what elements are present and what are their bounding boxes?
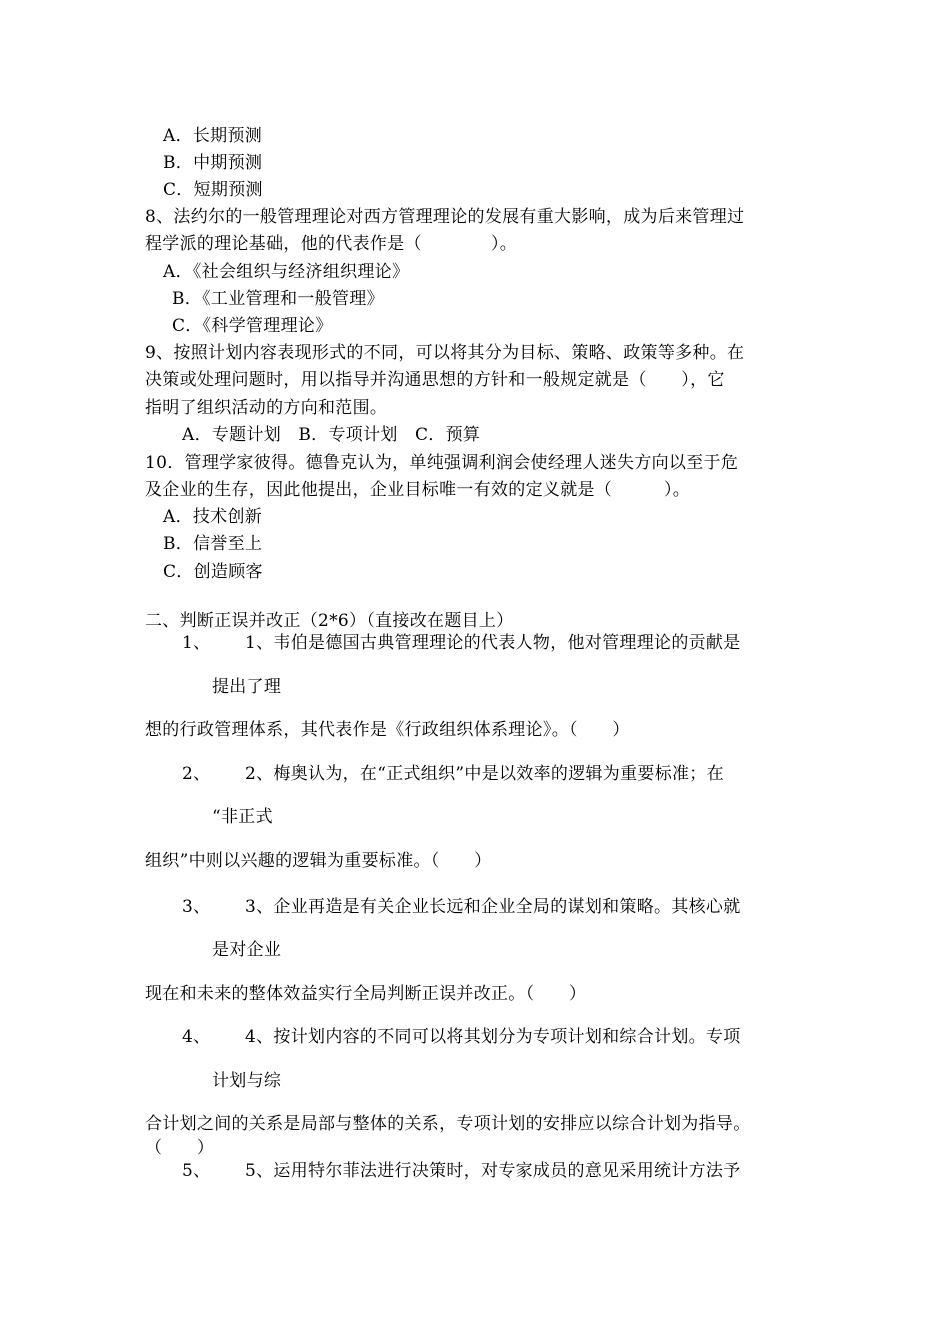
q9-options: A．专题计划 B．专项计划 C．预算: [182, 425, 481, 445]
item2-line1: 2、梅奥认为，在“正式组织”中是以效率的逻辑为重要标准；在: [245, 764, 724, 784]
q10-stem-line2: 及企业的生存，因此他提出，企业目标唯一有效的定义就是（ ）。: [145, 480, 691, 500]
item2-number: 2、: [182, 764, 211, 784]
q8-option-b: B．《工业管理和一般管理》: [172, 289, 384, 309]
item3-line3: 现在和未来的整体效益实行全局判断正误并改正。（ ）: [145, 984, 587, 1004]
item5-number: 5、: [182, 1161, 211, 1181]
item3-number: 3、: [182, 897, 211, 917]
item4-line1: 4、按计划内容的不同可以将其划分为专项计划和综合计划。专项: [245, 1027, 741, 1047]
q9-stem-line2: 决策或处理问题时，用以指导并沟通思想的方针和一般规定就是（ ），它: [145, 370, 725, 390]
section2-heading: 二、判断正误并改正（2*6）（直接改在题目上）: [145, 611, 514, 631]
q10-stem-line1: 10．管理学家彼得。德鲁克认为，单纯强调利润会使经理人迷失方向以至于危: [145, 453, 739, 473]
item3-line1: 3、企业再造是有关企业长远和企业全局的谋划和策略。其核心就: [245, 897, 741, 917]
item3-line2: 是对企业: [212, 940, 282, 960]
q9-stem-line3: 指明了组织活动的方向和范围。: [145, 398, 388, 418]
item4-number: 4、: [182, 1027, 211, 1047]
q7-option-a: A．长期预测: [163, 126, 263, 146]
q8-option-a: A．《社会组织与经济组织理论》: [163, 262, 410, 282]
q10-option-a: A．技术创新: [163, 507, 263, 527]
q10-option-c: C．创造顾客: [163, 562, 263, 582]
item4-line2: 计划与综: [212, 1071, 282, 1091]
item1-line2: 提出了理: [212, 677, 282, 697]
q8-option-c: C．《科学管理理论》: [172, 316, 333, 336]
q8-stem-line2: 程学派的理论基础，他的代表作是（ ）。: [145, 234, 518, 254]
item5-line1: 5、运用特尔菲法进行决策时，对专家成员的意见采用统计方法予: [245, 1161, 741, 1181]
item4-line3: 合计划之间的关系是局部与整体的关系，专项计划的安排应以综合计划为指导。: [145, 1114, 751, 1134]
q9-stem-line1: 9、按照计划内容表现形式的不同，可以将其分为目标、策略、政策等多种。在: [145, 343, 745, 363]
q10-option-b: B．信誉至上: [163, 534, 263, 554]
q7-option-b: B．中期预测: [163, 153, 263, 173]
item4-line4: （ ）: [145, 1138, 215, 1158]
q8-stem-line1: 8、法约尔的一般管理理论对西方管理理论的发展有重大影响，成为后来管理过: [145, 207, 745, 227]
item1-line3: 想的行政管理体系，其代表作是《行政组织体系理论》。（ ）: [145, 720, 630, 740]
item1-number: 1、: [182, 633, 211, 653]
q7-option-c: C．短期预测: [163, 180, 263, 200]
item1-line1: 1、韦伯是德国古典管理理论的代表人物，他对管理理论的贡献是: [245, 633, 741, 653]
item2-line3: 组织”中则以兴趣的逻辑为重要标准。（ ）: [145, 851, 492, 871]
item2-line2: “非正式: [212, 807, 273, 827]
